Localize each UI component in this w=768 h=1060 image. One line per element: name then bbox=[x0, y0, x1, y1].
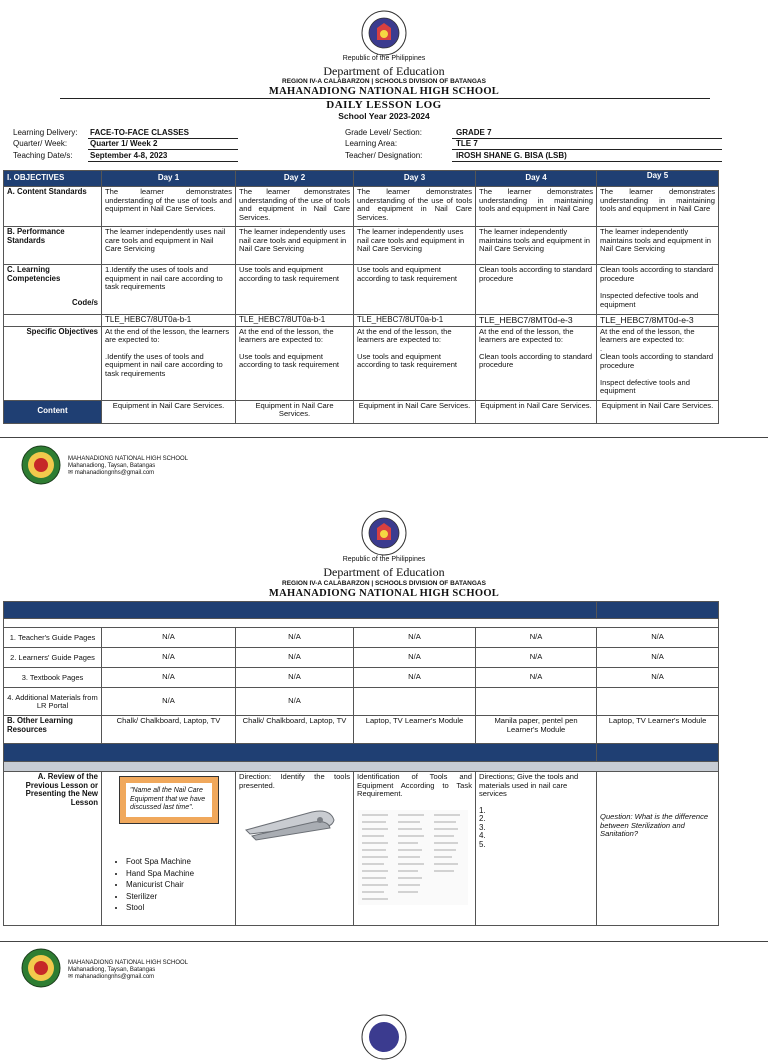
region-line: REGION IV-A CALABARZON | SCHOOLS DIVISION OF BATANGAS bbox=[282, 580, 486, 587]
content-label: Content bbox=[4, 400, 102, 423]
competency-cell: Clean tools according to standard procedure bbox=[476, 265, 597, 315]
area-label: Learning Area: bbox=[345, 139, 398, 148]
list-item: 1. bbox=[479, 805, 486, 815]
review-day3 bbox=[354, 772, 476, 926]
objective-intro: At the end of the lesson, the learners are expected to: bbox=[479, 326, 574, 345]
list-item: 4. bbox=[479, 831, 486, 841]
objective-cell bbox=[102, 326, 236, 400]
na-cell: N/A bbox=[236, 628, 354, 648]
resource-cell: Chalk/ Chalkboard, Laptop, TV bbox=[102, 716, 236, 744]
school-logo-icon bbox=[21, 445, 61, 485]
resource-cell: Chalk/ Chalkboard, Laptop, TV bbox=[236, 716, 354, 744]
delivery-value: FACE-TO-FACE CLASSES bbox=[90, 128, 189, 137]
objectives-table bbox=[3, 170, 719, 424]
doc-title: DAILY LESSON LOG bbox=[326, 99, 442, 111]
day-header: Day 5 bbox=[597, 171, 719, 187]
list-item: • Hand Spa Machine bbox=[126, 868, 194, 880]
department-title: Department of Education bbox=[323, 64, 445, 78]
footer-school: MAHANADIONG NATIONAL HIGH SCHOOL bbox=[68, 456, 189, 462]
objective-intro: At the end of the lesson, the learners are expected to: bbox=[357, 326, 452, 345]
content-cell: Equipment in Nail Care Services. bbox=[236, 400, 354, 423]
na-cell: N/A bbox=[597, 628, 719, 648]
footer-email: mahanadiongnhs@gmail.com bbox=[74, 470, 155, 476]
list-item: • Manicurist Chair bbox=[126, 879, 194, 891]
school-name: MAHANADIONG NATIONAL HIGH SCHOOL bbox=[268, 86, 500, 97]
page-break-line bbox=[0, 941, 768, 942]
objective-text: Use tools and equipment according to task requirement bbox=[357, 351, 458, 370]
resource-cell: Laptop, TV Learner's Module bbox=[597, 716, 719, 744]
school-logo-icon bbox=[21, 948, 61, 988]
na-cell: N/A bbox=[354, 648, 476, 668]
footer-address: Mahanadiong, Taysan, Batangas bbox=[68, 967, 156, 973]
list-item: • Stool bbox=[126, 902, 194, 914]
list-item: 5. bbox=[479, 839, 486, 849]
dates-value: September 4-8, 2023 bbox=[90, 151, 168, 160]
objectives-header: I. OBJECTIVES bbox=[4, 171, 102, 187]
review-day5 bbox=[597, 772, 719, 926]
content-cell: Equipment in Nail Care Services. bbox=[102, 400, 236, 423]
performance-standard-cell: The learner independently uses nail care tools and equipment in Nail Care Servicing bbox=[354, 227, 476, 265]
competency-cell: 1.Identify the uses of tools and equipment in nail care according to task requirements bbox=[102, 265, 236, 315]
objective-cell bbox=[354, 326, 476, 400]
list-item: • Sterilizer bbox=[126, 891, 194, 903]
school-year: School Year 2023-2024 bbox=[338, 111, 430, 121]
content-standard-cell: The learner demonstrates understanding in maintaining tools and equipment in Nail Care bbox=[597, 187, 719, 227]
day-header: Day 3 bbox=[354, 171, 476, 187]
performance-standard-cell: The learner independently maintains tools and equipment in Nail Care Servicing bbox=[476, 227, 597, 265]
na-cell: N/A bbox=[102, 628, 236, 648]
list-item: 3. bbox=[479, 822, 486, 832]
day-header: Day 1 bbox=[102, 171, 236, 187]
resources-table bbox=[3, 601, 719, 926]
content-standard-cell: The learner demonstrates understanding in maintaining tools and equipment in Nail Care bbox=[476, 187, 597, 227]
mail-icon: ✉ bbox=[68, 470, 74, 476]
footer-school: MAHANADIONG NATIONAL HIGH SCHOOL bbox=[68, 960, 189, 966]
na-cell: N/A bbox=[476, 648, 597, 668]
department-title: Department of Education bbox=[323, 565, 445, 579]
other-resources-label: B. Other Learning Resources bbox=[4, 716, 102, 744]
content-cell: Equipment in Nail Care Services. bbox=[597, 400, 719, 423]
code-cell: TLE_HEBC7/8MT0d-e-3 bbox=[597, 315, 719, 327]
equipment-list bbox=[104, 856, 194, 914]
republic-line: Republic of the Philippines bbox=[342, 55, 426, 62]
objective-cell bbox=[476, 326, 597, 400]
tb-label: 3. Textbook Pages bbox=[4, 668, 102, 688]
area-value: TLE 7 bbox=[456, 139, 478, 148]
na-cell: N/A bbox=[476, 668, 597, 688]
deped-seal-icon bbox=[361, 1014, 407, 1060]
na-cell: N/A bbox=[476, 628, 597, 648]
competency-cell: Use tools and equipment according to task requirement bbox=[236, 265, 354, 315]
day-header: Day 2 bbox=[236, 171, 354, 187]
learning-competencies-title: C. Learning Competencies bbox=[7, 265, 61, 283]
competency-cell: Use tools and equipment according to task requirement bbox=[354, 265, 476, 315]
mail-icon: ✉ bbox=[68, 974, 74, 980]
am-label: 4. Additional Materials from LR Portal bbox=[4, 688, 102, 716]
teacher-value: IROSH SHANE G. BISA (LSB) bbox=[456, 151, 567, 160]
na-cell: N/A bbox=[597, 668, 719, 688]
objective-text: Clean tools according to standard procedure bbox=[479, 351, 593, 370]
review-label: A. Review of the Previous Lesson or Presenting the New Lesson bbox=[4, 772, 102, 926]
content-standard-cell: The learner demonstrates understanding of the use of tools and equipment in Nail Care Services. bbox=[236, 187, 354, 227]
codes-label: Code/s bbox=[72, 298, 98, 308]
list-item: • Foot Spa Machine bbox=[126, 856, 194, 868]
na-cell: N/A bbox=[236, 648, 354, 668]
learning-competencies-label bbox=[4, 265, 102, 315]
identification-text: Identification of Tools and Equipment According to Task Requirement. bbox=[357, 772, 472, 799]
day-header: Day 4 bbox=[476, 171, 597, 187]
quarter-value: Quarter 1/ Week 2 bbox=[90, 139, 158, 148]
resource-cell: Laptop, TV Learner's Module bbox=[354, 716, 476, 744]
direction-text: Direction: Identify the tools presented. bbox=[239, 772, 350, 790]
objective-cell bbox=[236, 326, 354, 400]
objective-extra: Inspect defective tools and equipment bbox=[600, 377, 690, 396]
objective-intro: At the end of the lesson, the learners are expected to: bbox=[105, 326, 230, 345]
resource-cell: Manila paper, pentel pen Learner's Module bbox=[476, 716, 597, 744]
nail-clipper-icon bbox=[242, 800, 340, 842]
footer-address: Mahanadiong, Taysan, Batangas bbox=[68, 463, 156, 469]
content-cell: Equipment in Nail Care Services. bbox=[354, 400, 476, 423]
objective-intro: At the end of the lesson, the learners are expected to: bbox=[239, 326, 334, 345]
competency-cell bbox=[597, 265, 719, 315]
list-item: 2. bbox=[479, 814, 486, 824]
objective-text: .Identify the uses of tools and equipment in nail care according to task requirements bbox=[105, 351, 223, 378]
school-name: MAHANADIONG NATIONAL HIGH SCHOOL bbox=[268, 588, 500, 599]
tg-label: 1. Teacher's Guide Pages bbox=[4, 628, 102, 648]
question-text: Question: What is the difference between Sterilization and Sanitation? bbox=[600, 812, 709, 839]
performance-standards-label: B. Performance Standards bbox=[4, 227, 102, 265]
performance-standard-cell: The learner independently uses nail care tools and equipment in Nail Care Servicing bbox=[102, 227, 236, 265]
content-standard-cell: The learner demonstrates understanding of the use of tools and equipment in Nail Care Services. bbox=[354, 187, 476, 227]
code-cell: TLE_HEBC7/8UT0a-b-1 bbox=[236, 315, 354, 327]
na-cell: N/A bbox=[102, 688, 236, 716]
objective-intro: At the end of the lesson, the learners are expected to: bbox=[600, 326, 695, 345]
quarter-label: Quarter/ Week: bbox=[13, 139, 68, 148]
grade-value: GRADE 7 bbox=[456, 128, 492, 137]
na-cell: N/A bbox=[354, 668, 476, 688]
objective-text: Clean tools according to standard procedure bbox=[600, 352, 714, 370]
specific-objectives-label: Specific Objectives bbox=[4, 326, 102, 400]
performance-standard-cell: The learner independently uses nail care tools and equipment in Nail Care Servicing bbox=[236, 227, 354, 265]
deped-seal-icon bbox=[361, 10, 407, 56]
na-cell: N/A bbox=[354, 628, 476, 648]
numbered-list bbox=[479, 807, 593, 850]
content-standard-cell: The learner demonstrates understanding of the use of tools and equipment in Nail Care Services. bbox=[102, 187, 236, 227]
grade-label: Grade Level/ Section: bbox=[345, 128, 422, 137]
code-cell: TLE_HEBC7/8UT0a-b-1 bbox=[354, 315, 476, 327]
code-cell: TLE_HEBC7/8MT0d-e-3 bbox=[476, 315, 597, 327]
footer-info bbox=[68, 960, 188, 981]
na-cell: N/A bbox=[597, 648, 719, 668]
footer-email: mahanadiongnhs@gmail.com bbox=[74, 974, 155, 980]
objective-text: Use tools and equipment according to task requirement bbox=[239, 351, 340, 370]
review-day2 bbox=[236, 772, 354, 926]
tools-list-image-icon bbox=[358, 810, 468, 905]
competency-text: Clean tools according to standard procedure bbox=[600, 265, 714, 283]
republic-line: Republic of the Philippines bbox=[342, 556, 426, 563]
code-cell: TLE_HEBC7/8UT0a-b-1 bbox=[102, 315, 236, 327]
na-cell: N/A bbox=[102, 648, 236, 668]
review-day1 bbox=[102, 772, 236, 926]
footer-info bbox=[68, 456, 188, 477]
region-line: REGION IV-A CALABARZON | SCHOOLS DIVISION OF BATANGAS bbox=[282, 78, 486, 85]
objective-cell bbox=[597, 326, 719, 400]
lg-label: 2. Learners' Guide Pages bbox=[4, 648, 102, 668]
delivery-label: Learning Delivery: bbox=[13, 128, 78, 137]
deped-seal-icon bbox=[361, 510, 407, 556]
page-break-line bbox=[0, 437, 768, 438]
review-day4 bbox=[476, 772, 597, 926]
na-cell: N/A bbox=[236, 668, 354, 688]
dates-label: Teaching Date/s: bbox=[13, 151, 73, 160]
prompt-text: "Name all the Nail Care Equipment that we have discussed last time". bbox=[126, 783, 212, 817]
competency-extra: Inspected defective tools and equipment bbox=[600, 291, 699, 309]
prompt-box bbox=[119, 776, 219, 824]
teacher-label: Teacher/ Designation: bbox=[345, 151, 423, 160]
na-cell: N/A bbox=[236, 688, 354, 716]
directions-text: Directions; Give the tools and materials used in nail care services bbox=[479, 772, 579, 799]
performance-standard-cell: The learner independently maintains tools and equipment in Nail Care Servicing bbox=[597, 227, 719, 265]
content-cell: Equipment in Nail Care Services. bbox=[476, 400, 597, 423]
content-standards-label: A. Content Standards bbox=[4, 187, 102, 227]
objective-dot: . bbox=[600, 343, 603, 353]
na-cell: N/A bbox=[102, 668, 236, 688]
